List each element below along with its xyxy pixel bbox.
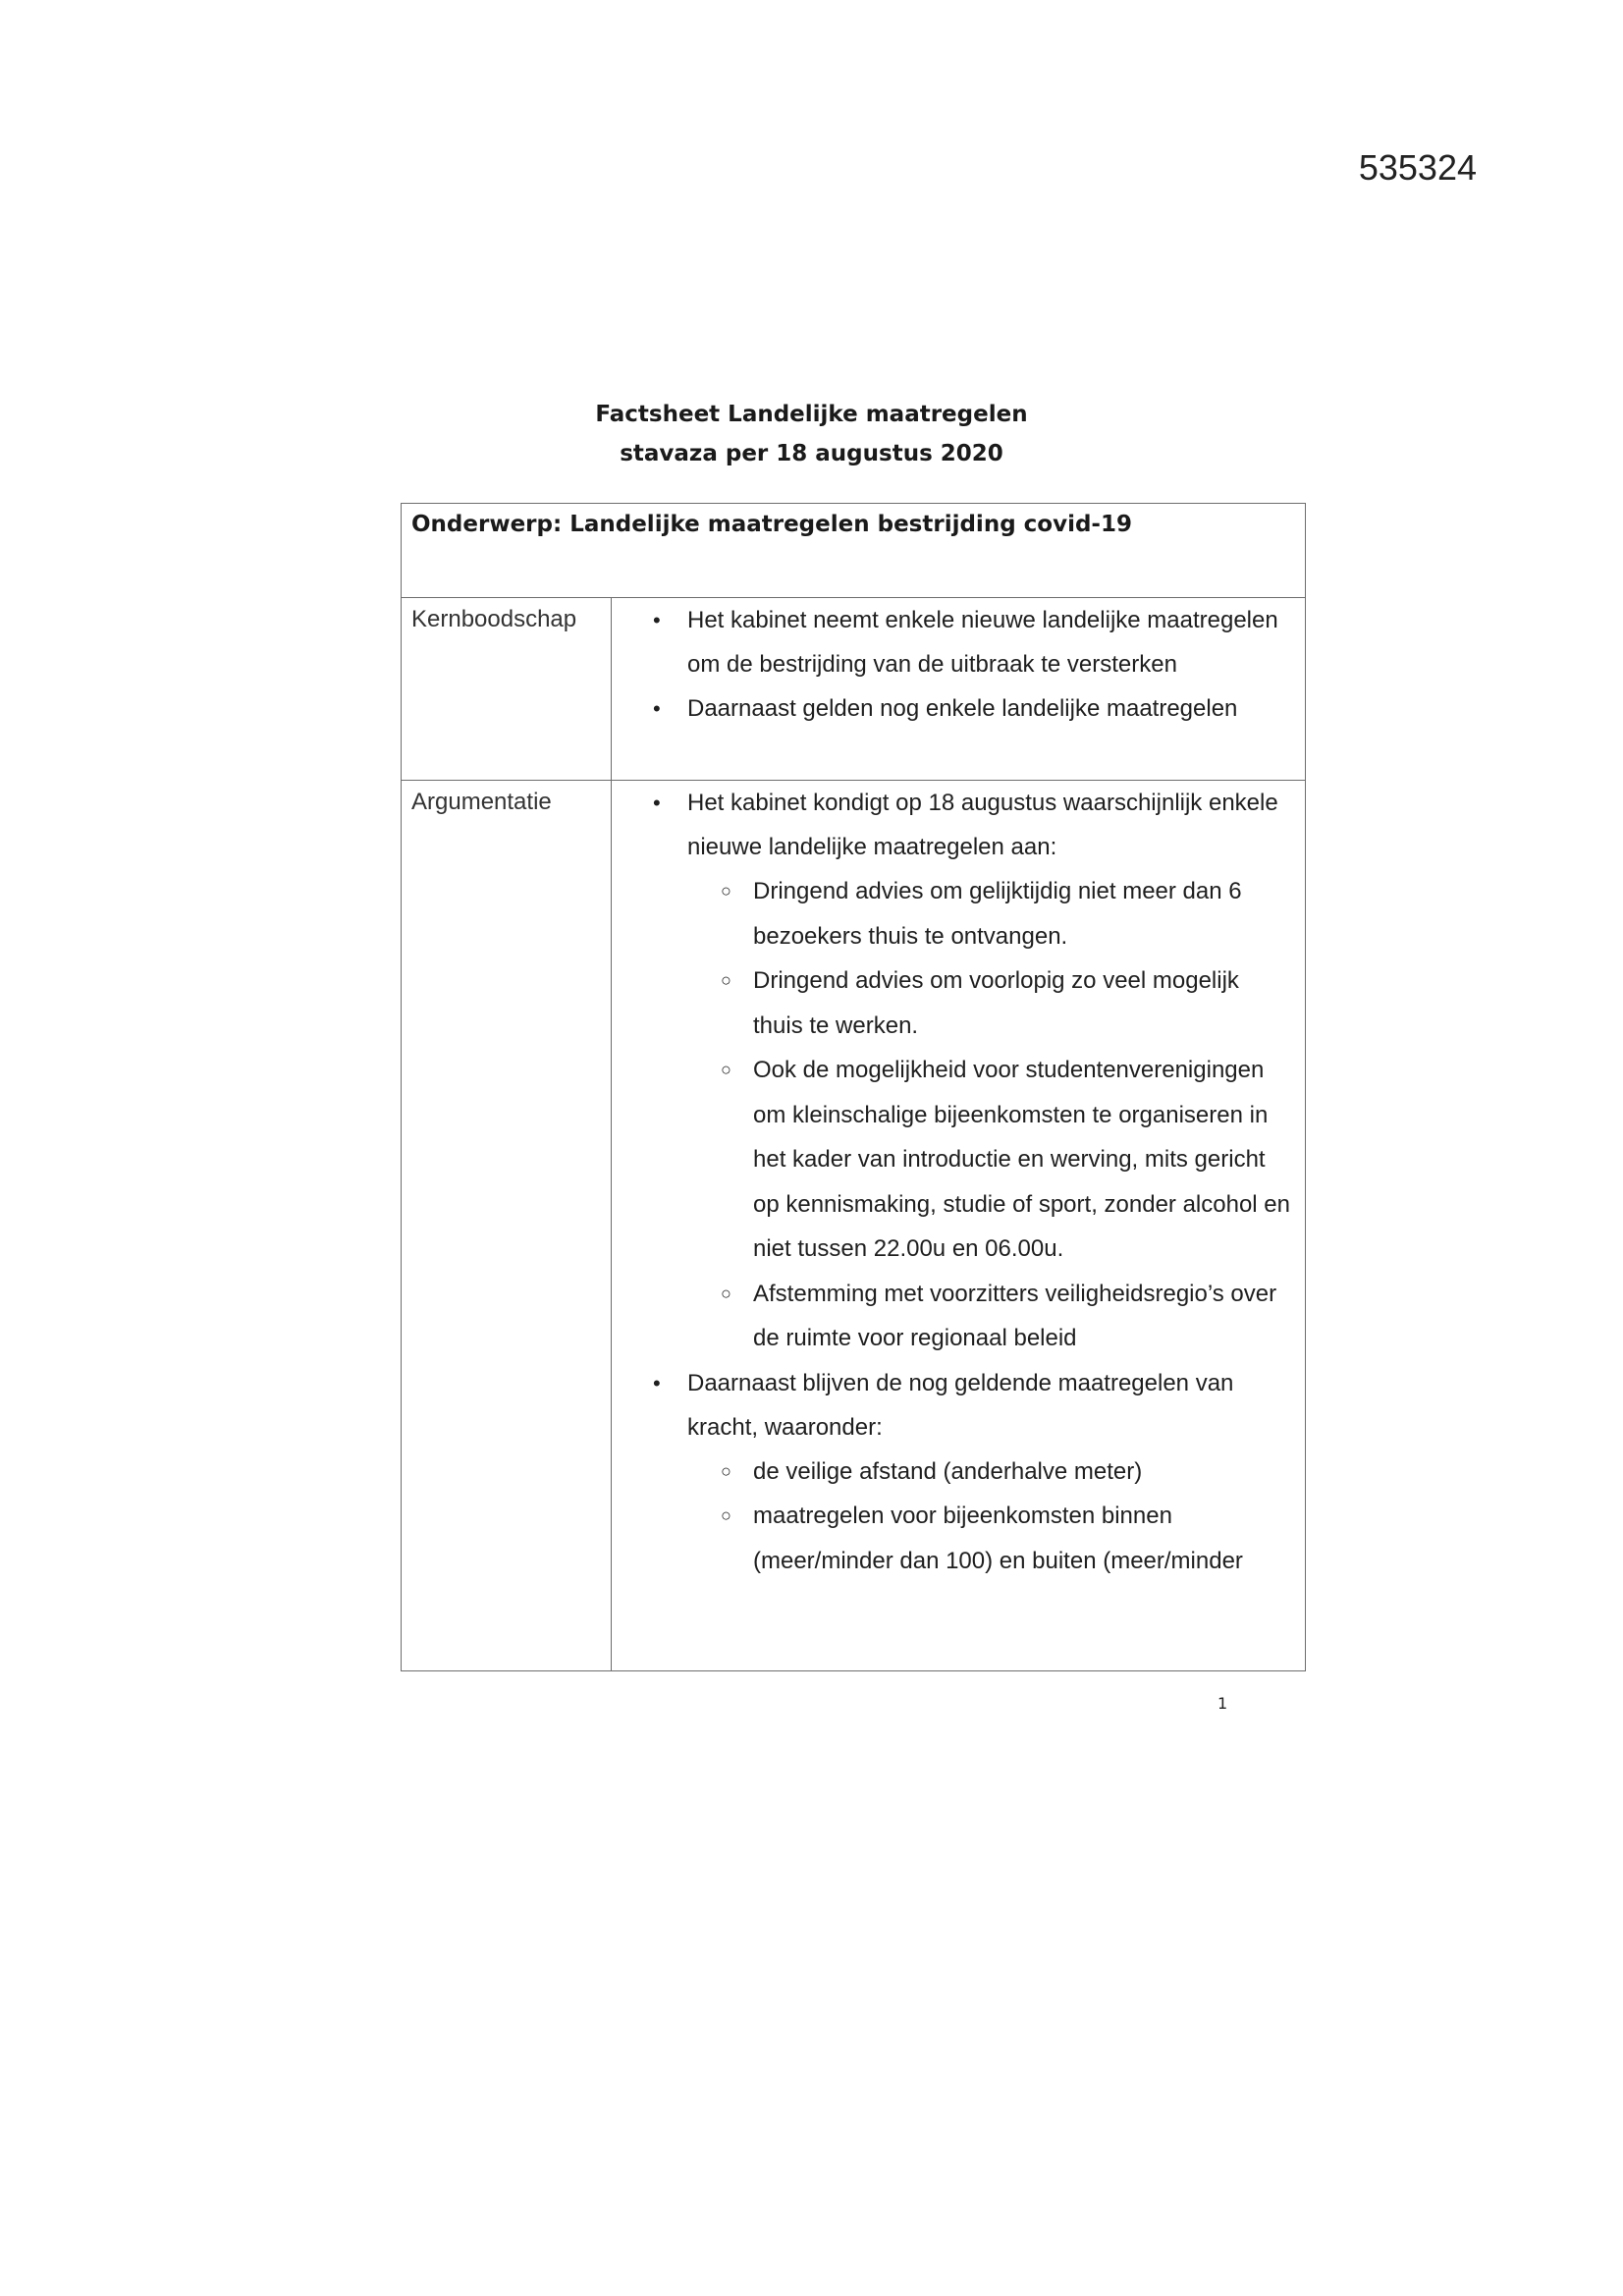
sub-list-item bbox=[687, 1048, 1295, 1272]
circle-bullet-icon: ○ bbox=[721, 1505, 731, 1525]
list-item bbox=[612, 598, 1295, 686]
subject-row bbox=[402, 504, 1306, 598]
list-item-text: Daarnaast blijven de nog geldende maatregelen van kracht, waaronder: bbox=[687, 1369, 1234, 1441]
circle-bullet-icon: ○ bbox=[721, 881, 731, 901]
circle-bullet-icon: ○ bbox=[721, 1460, 731, 1481]
kernboodschap-list bbox=[612, 598, 1295, 731]
argumentatie-row bbox=[402, 781, 1306, 1671]
circle-bullet-icon: ○ bbox=[721, 1283, 731, 1303]
sub-list-item bbox=[687, 869, 1295, 958]
document-title: Factsheet Landelijke maatregelen bbox=[595, 402, 1028, 427]
kernboodschap-content bbox=[612, 598, 1306, 781]
bullet-icon: • bbox=[653, 1370, 661, 1395]
kernboodschap-row bbox=[402, 598, 1306, 781]
argumentatie-list bbox=[612, 781, 1295, 1583]
argumentatie-label: Argumentatie bbox=[402, 781, 612, 1671]
argumentatie-sublist-2 bbox=[687, 1449, 1295, 1584]
list-item-text: Het kabinet kondigt op 18 augustus waarschijnlijk enkele nieuwe landelijke maatregelen aan: bbox=[687, 790, 1278, 860]
sub-list-item bbox=[687, 1449, 1295, 1495]
argumentatie-sublist-1 bbox=[687, 869, 1295, 1361]
sub-list-item-text: Ook de mogelijkheid voor studentenverenigingen om kleinschalige bijeenkomsten te organiseren in het kader van introductie en werving, mits gericht op kennismaking, studie of sport, zonder alcohol en niet tussen 22.00u en 06.00u. bbox=[753, 1057, 1290, 1262]
kernboodschap-label: Kernboodschap bbox=[402, 598, 612, 781]
list-item bbox=[612, 1361, 1295, 1584]
argumentatie-content bbox=[612, 781, 1306, 1671]
sub-list-item-text: Afstemming met voorzitters veiligheidsregio’s over de ruimte voor regionaal beleid bbox=[753, 1280, 1277, 1351]
sub-list-item-text: de veilige afstand (anderhalve meter) bbox=[753, 1457, 1143, 1485]
sub-list-item-text: Dringend advies om voorlopig zo veel mogelijk thuis te werken. bbox=[753, 967, 1239, 1039]
bullet-icon: • bbox=[653, 608, 661, 632]
circle-bullet-icon: ○ bbox=[721, 970, 731, 990]
sub-list-item bbox=[687, 958, 1295, 1048]
sub-list-item-text: maatregelen voor bijeenkomsten binnen (meer/minder dan 100) en buiten (meer/minder bbox=[753, 1503, 1243, 1574]
subject-cell: Onderwerp: Landelijke maatregelen bestrijding covid-19 bbox=[402, 504, 1306, 598]
title-block bbox=[0, 395, 1623, 473]
page-number: 1 bbox=[1217, 1694, 1228, 1713]
sub-list-item-text: Dringend advies om gelijktijdig niet meer dan 6 bezoekers thuis te ontvangen. bbox=[753, 878, 1242, 950]
list-item-text: Het kabinet neemt enkele nieuwe landelijke maatregelen om de bestrijding van de uitbraak te versterken bbox=[687, 607, 1278, 678]
factsheet-table bbox=[401, 503, 1306, 1671]
list-item-text: Daarnaast gelden nog enkele landelijke maatregelen bbox=[687, 695, 1238, 722]
list-item bbox=[612, 781, 1295, 1361]
sub-list-item bbox=[687, 1272, 1295, 1361]
bullet-icon: • bbox=[653, 696, 661, 721]
list-item bbox=[612, 686, 1295, 731]
bullet-icon: • bbox=[653, 791, 661, 815]
circle-bullet-icon: ○ bbox=[721, 1060, 731, 1079]
document-number: 535324 bbox=[1358, 147, 1477, 188]
sub-list-item bbox=[687, 1494, 1295, 1583]
document-subtitle: stavaza per 18 augustus 2020 bbox=[620, 441, 1003, 466]
